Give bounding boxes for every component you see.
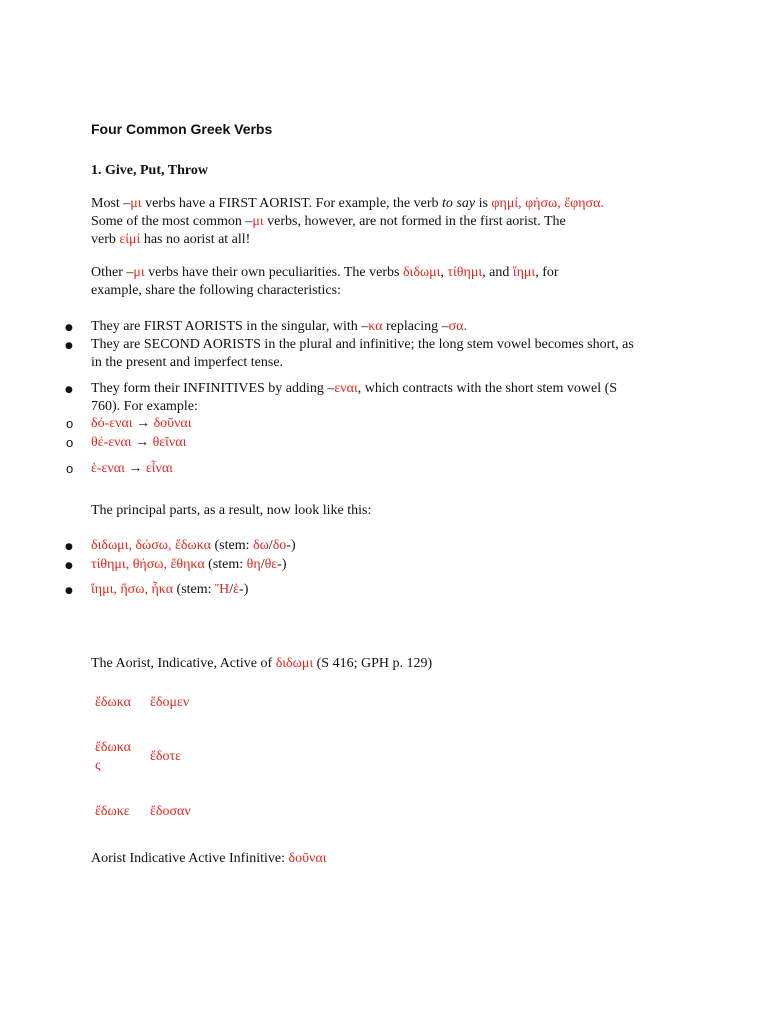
bullet-marker: ●	[65, 323, 73, 333]
paradigm-3sg: ἔδωκε	[95, 804, 130, 819]
paradigm-3pl: ἔδοσαν	[150, 804, 191, 819]
paragraph-peculiarities	[91, 264, 691, 300]
principal-part-tithemi: τίθημι, θήσω, ἔθηκα (stem: θη/θε-)	[91, 557, 287, 572]
para2-line2: example, share the following characteristics:	[91, 283, 341, 298]
paradigm-2sg: ἔδωκα ς	[95, 740, 131, 773]
paragraph-first-aorist	[91, 195, 691, 249]
bullet-marker: ●	[65, 341, 73, 351]
aorist-heading: The Aorist, Indicative, Active of διδωμι (S 416; GPH p. 129)	[91, 656, 433, 671]
bullet-marker: ●	[65, 542, 73, 552]
sub-bullet-item: θέ-εναι → θεῖναι	[91, 435, 187, 450]
aorist-infinitive: Aorist Indicative Active Infinitive: δοῦναι	[91, 851, 327, 866]
bullet-marker: ●	[65, 561, 73, 571]
principal-part-didomi: διδωμι, δώσω, ἔδωκα (stem: δω/δο-)	[91, 538, 296, 553]
para1-line1: Most –μι verbs have a FIRST AORIST. For example, the verb to say is φημί, φήσω, ἔφησα.	[91, 196, 604, 211]
principal-parts-intro: The principal parts, as a result, now look like this:	[91, 503, 372, 518]
sub-bullet-marker: o	[66, 416, 74, 431]
para1-line2: Some of the most common –μι verbs, however, are not formed in the first aorist. The	[91, 214, 566, 229]
sub-bullet-item: ἑ-εναι → εἷναι	[91, 461, 173, 476]
para2-line1: Other –μι verbs have their own peculiarities. The verbs διδωμι, τίθημι, and ἵημι, for	[91, 265, 559, 280]
page-title: Four Common Greek Verbs	[91, 121, 273, 137]
paradigm-1pl: ἔδομεν	[150, 695, 190, 710]
bullet-infinitives: They form their INFINITIVES by adding –εναι, which contracts with the short stem vowel (S 760). For example:	[91, 381, 618, 414]
bullet-first-aorist: They are FIRST AORISTS in the singular, with –κα replacing –σα.	[91, 319, 467, 334]
bullet-second-aorist: They are SECOND AORISTS in the plural and infinitive; the long stem vowel becomes short, as in the present and imperfect tense.	[91, 337, 634, 370]
bullet-marker: ●	[65, 586, 73, 596]
sub-bullet-marker: o	[66, 435, 74, 450]
para1-line3: verb εἰμί has no aorist at all!	[91, 232, 251, 247]
principal-part-hiemi: ἵημι, ἥσω, ἧκα (stem: Ἥ/ἑ-)	[91, 582, 249, 597]
sub-bullet-marker: o	[66, 461, 74, 476]
bullet-marker: ●	[65, 385, 73, 395]
section-heading: 1. Give, Put, Throw	[91, 163, 208, 178]
paradigm-2pl: ἔδοτε	[150, 749, 181, 764]
sub-bullet-item: δό-εναι → δοῦναι	[91, 416, 192, 431]
paradigm-1sg: ἔδωκα	[95, 695, 131, 710]
